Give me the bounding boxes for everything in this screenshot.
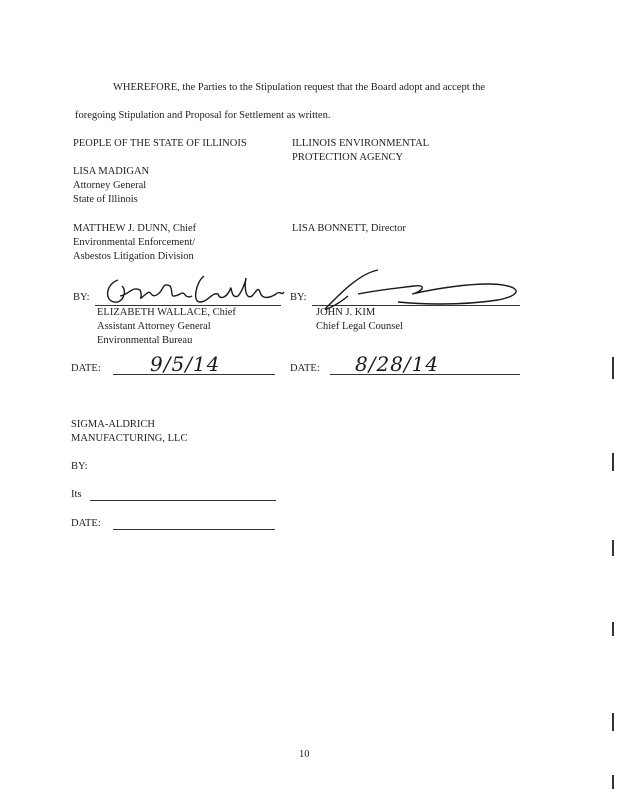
third-party-date-line bbox=[113, 529, 275, 530]
right-date-value: 8/28/14 bbox=[355, 352, 440, 376]
right-party-heading-1: ILLINOIS ENVIRONMENTAL bbox=[292, 138, 430, 149]
right-party-heading-2: PROTECTION AGENCY bbox=[292, 152, 404, 163]
intro-line-2: foregoing Stipulation and Proposal for Settlement as written. bbox=[75, 110, 331, 121]
official-name: LISA MADIGAN bbox=[73, 166, 150, 177]
scan-mark bbox=[612, 713, 614, 731]
left-signer-title-1: Assistant Attorney General bbox=[97, 321, 211, 332]
chief-division-1: Environmental Enforcement/ bbox=[73, 237, 196, 248]
left-party-heading: PEOPLE OF THE STATE OF ILLINOIS bbox=[73, 138, 247, 149]
right-by-label: BY: bbox=[290, 292, 307, 303]
official-title-2: State of Illinois bbox=[73, 194, 138, 205]
left-date-label: DATE: bbox=[71, 363, 101, 374]
right-signer-name: JOHN J. KIM bbox=[316, 307, 376, 318]
third-party-by-label: BY: bbox=[71, 461, 88, 472]
director-name: LISA BONNETT, Director bbox=[292, 223, 406, 234]
scan-mark bbox=[612, 453, 614, 471]
scan-mark bbox=[612, 357, 614, 379]
chief-name: MATTHEW J. DUNN, Chief bbox=[73, 223, 197, 234]
left-signature bbox=[100, 272, 285, 310]
left-signer-title-2: Environmental Bureau bbox=[97, 335, 193, 346]
third-party-date-label: DATE: bbox=[71, 518, 101, 529]
official-title-1: Attorney General bbox=[73, 180, 147, 191]
left-by-label: BY: bbox=[73, 292, 90, 303]
third-party-its-label: Its bbox=[71, 489, 82, 500]
right-date-label: DATE: bbox=[290, 363, 320, 374]
left-signer-name: ELIZABETH WALLACE, Chief bbox=[97, 307, 236, 318]
third-party-name-1: SIGMA-ALDRICH bbox=[71, 419, 155, 430]
third-party-its-line bbox=[90, 500, 276, 501]
scan-mark bbox=[612, 540, 614, 556]
left-date-value: 9/5/14 bbox=[150, 352, 221, 376]
scan-mark bbox=[612, 622, 614, 636]
right-signer-title: Chief Legal Counsel bbox=[316, 321, 403, 332]
third-party-name-2: MANUFACTURING, LLC bbox=[71, 433, 188, 444]
scan-mark bbox=[612, 775, 614, 789]
chief-division-2: Asbestos Litigation Division bbox=[73, 251, 194, 262]
page-number: 10 bbox=[299, 749, 310, 760]
intro-line-1: WHEREFORE, the Parties to the Stipulation request that the Board adopt and accept the bbox=[113, 82, 486, 93]
